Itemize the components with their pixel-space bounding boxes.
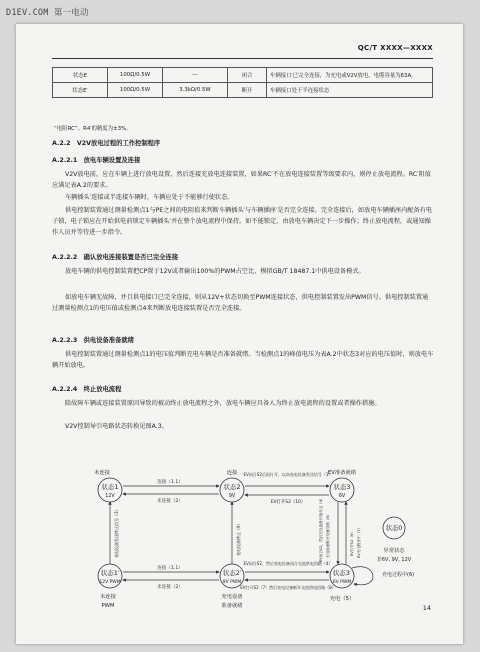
table-cell: 状态E′ [53, 83, 108, 98]
node-caption: 未连接 [100, 594, 116, 600]
section-heading: A.2.2.3 供电设备准备就绪 [52, 337, 134, 344]
node-caption: PWM [101, 603, 115, 609]
section-heading: A.2.2 V2V放电过程的工作控制程序 [52, 140, 161, 147]
section-heading: A.2.2.2 确认放电连接装置是否已完全连接 [52, 254, 179, 261]
table-note: “电阻RC”、R4′的精度为±3%。 [54, 126, 132, 132]
header-rule [52, 58, 433, 59]
table-row [53, 68, 433, 83]
node-caption: 充电（5） [329, 596, 355, 602]
paragraph: V2V放电前，应在车辆上进行放电设置，然后连接充放电连接装置，如果RC′不在放电连接装置等级要求内，则停止放电流程。RC′阻值应满足表A.2的要求。 [52, 171, 431, 189]
paragraph: 放电车辆的供电控制装置把CP置于12V或者输出100%的PWM占空比，模拟GB/T 18487.1中供电设备模式。 [65, 268, 365, 275]
node-voltage: 6V [338, 494, 346, 499]
paragraph: V2V控制导引电路状态转换见图A.3。 [65, 423, 168, 430]
node-label: 状态3 [333, 483, 351, 491]
edge-label: 未连接（2） [157, 499, 183, 504]
section-heading: A.2.2.1 放电车辆设置及连接 [52, 157, 141, 164]
node-caption: 异常状态 [383, 548, 405, 554]
edge-label: 连接（1.1） [157, 480, 183, 485]
paragraph: 除故障车辆或连接装置原因导致的被动终止放电流程之外，放电车辆应具备人为终止放电流程的设置或者操作措施。 [65, 400, 381, 407]
node-label: 状态0 [385, 525, 403, 532]
node-caption: 未连接 [94, 470, 110, 476]
table-cell: 断开 [228, 83, 267, 98]
edge-label: 充电设备发送终止信号（3） [114, 507, 119, 558]
table-cell: — [163, 68, 228, 83]
node-caption: EV准备就绪 [327, 470, 357, 476]
node-label: 状态1 [101, 483, 119, 491]
node-label: 状态1′ [100, 569, 120, 577]
section-heading: A.2.2.4 终止放电流程 [52, 386, 122, 393]
edge-label: EV充电程序中（7） [357, 525, 361, 558]
edge-label: EV闭合S2后再打开，以向充电设备发送信号（1） [243, 472, 333, 477]
paragraph: 供电控制装置通过测量检测点1与PE之间的电阻值来判断车辆插头′与车辆插座′是否完全连接。完全连接后，如放电车辆插座内配备有电子锁，电子锁应在开始供电前锁定车辆插头′并在整个放电流程中保持。如不能锁定，由放电车辆决定下一步操作；终止放电流程，或通知操作人员并等待进一步指令。 [52, 207, 433, 236]
node-label: 状态3′ [332, 569, 352, 577]
edge-label: 充电设备终止（9） [236, 521, 241, 556]
table-cell: 闭合 [228, 68, 267, 83]
node-voltage: 12V PWM [99, 580, 121, 585]
table-cell: 100Ω/0.5W [108, 83, 163, 98]
table-cell: 车辆接口′已完全连接，为充电或V2V放电，电缆容量为63A。 [267, 68, 433, 83]
edge-label: 充电过程中(6) [382, 572, 415, 578]
edge-label: 充电设备断开交流电路（8） [326, 512, 330, 558]
node-voltage: 6V PWM [332, 580, 352, 585]
edge-label: EV打开S2（7）然后充电设备断开交流供电回路（8） [240, 585, 336, 590]
node-voltage: 12V [105, 494, 115, 499]
node-voltage: 9V PWM [222, 580, 242, 585]
node-label: 状态2′ [222, 569, 242, 577]
paragraph: 如放电车辆无故障，并且供电接口已完全连接，则从12V+状态切换至PWM连接状态，供电控制装置发出PWM信号。供电控制装置通过测量检测点1的电压值或检测点4来判断放电连接装置是否完全连接。 [52, 294, 429, 312]
state-transition-diagram [52, 468, 432, 618]
paragraph: 车辆插头′连接或半连接车辆时，车辆应处于不能够行使状态。 [65, 194, 234, 201]
edge-label: EV闭合S2，然后充电设备闭合交流供电回路（4） [243, 561, 333, 566]
table-row [53, 83, 433, 98]
edge-label: EV打开S2（10） [270, 500, 306, 505]
standard-number: QC/T XXXX—XXXX [357, 44, 433, 52]
node-caption: 非6V, 9V, 12V [376, 557, 412, 563]
table-cell: 100Ω/0.5W [108, 68, 163, 83]
state-table [52, 67, 433, 98]
watermark: D1EV.COM 第一电动 [6, 8, 89, 18]
document-page [16, 24, 463, 644]
node-caption: 充电设备 [221, 594, 243, 600]
edge-label: 连接（1.1） [157, 566, 183, 571]
node-caption: 连接 [226, 470, 238, 476]
table-cell: 状态E [53, 68, 108, 83]
node-voltage: 9V [228, 494, 236, 499]
edge-label: 未连接（2） [157, 585, 183, 590]
node-label: 状态2 [223, 483, 241, 491]
node-caption: 准备就绪 [221, 603, 243, 609]
self-loop-arrow [352, 567, 373, 585]
page-number: 14 [422, 604, 431, 612]
edge-label: EV闭合S2，然后充电设备开始充电（4） [319, 496, 323, 562]
table-cell: 3.3kΩ/0.5W [163, 83, 228, 98]
edge-label: EV打开S2（6） [350, 530, 354, 556]
paragraph: 供电控制装置通过测量检测点1的电压值判断充电车辆是否准备就绪。当检测点1的峰值电压为表A.2中状态3对应的电压值时，则放电车辆开始放电。 [52, 351, 434, 369]
table-cell: 车辆接口处于半连接状态 [267, 83, 433, 98]
